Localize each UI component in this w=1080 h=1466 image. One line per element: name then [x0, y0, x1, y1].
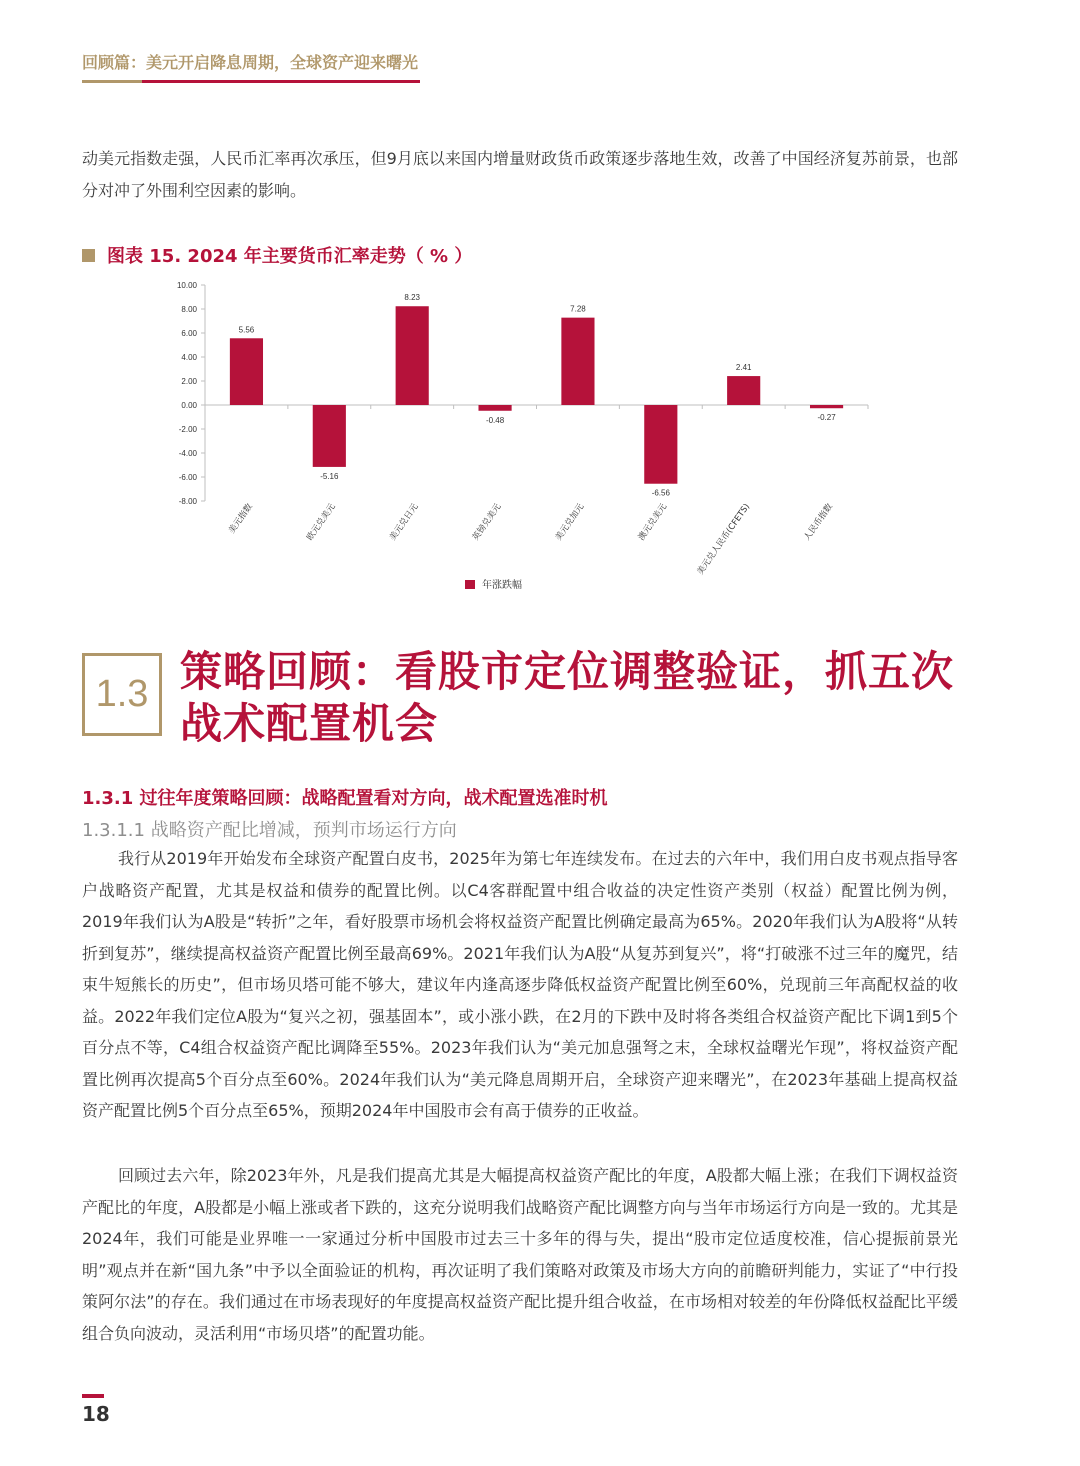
- section-number: 1.3: [95, 673, 149, 715]
- category-label: 美元指数: [227, 501, 255, 536]
- subsection-heading: 1.3.1 过往年度策略回顾：战略配置看对方向，战术配置选准时机: [82, 788, 608, 809]
- data-label: 7.28: [570, 304, 586, 314]
- legend-swatch: [465, 580, 475, 589]
- data-label: 5.56: [238, 325, 255, 335]
- bar: [230, 338, 263, 405]
- bar: [313, 405, 346, 467]
- page-number: 18: [82, 1402, 110, 1426]
- category-label: 欧元兑美元: [305, 501, 338, 543]
- header-rule-red: [142, 80, 420, 83]
- data-label: -6.56: [651, 488, 670, 498]
- bar: [727, 376, 760, 405]
- body-paragraph-2: 回顾过去六年，除2023年外，凡是我们提高尤其是大幅提高权益资产配比的年度，A股都大幅上涨；在我们下调权益资产配比的年度，A股都是小幅上涨或者下跌的，这充分说明我们战略资产配比调整方向与当年市场运行方向是一致的。尤其是2024年，我们可能是业界唯一一家通过分析中国股市过去三十多年的得与失，提出“股市定位适度校准，信心提振前景光明”观点并在新“国九条”中予以全面验证的机构，再次证明了我们策略对政策及市场大方向的前瞻研判能力，实证了“中行投策阿尔法”的存在。我们通过在市场表现好的年度提高权益资产配比提升组合收益，在市场相对较差的年份降低权益配比平缓组合负向波动，灵活利用“市场贝塔”的配置功能。: [82, 1166, 958, 1343]
- category-label: 英镑兑美元: [470, 501, 504, 543]
- y-tick-label: -6.00: [178, 473, 197, 482]
- data-label: -0.27: [817, 413, 836, 423]
- fx-bar-chart: [150, 270, 890, 600]
- bar: [561, 318, 594, 405]
- subsubsection-heading: 1.3.1.1 战略资产配比增减，预判市场运行方向: [82, 820, 457, 841]
- data-label: 8.23: [404, 293, 420, 303]
- y-tick-label: 8.00: [181, 305, 197, 314]
- bar: [478, 405, 511, 411]
- category-label: 美元兑人民币(CFETS): [695, 501, 753, 577]
- bar: [810, 405, 843, 408]
- y-tick-label: 0.00: [181, 401, 197, 410]
- y-tick-label: -8.00: [178, 497, 197, 506]
- data-label: -0.48: [485, 415, 505, 425]
- y-tick-label: 10.00: [176, 281, 197, 290]
- category-label: 美元兑日元: [388, 501, 421, 543]
- figure-title-text: 图表 15. 2024 年主要货币汇率走势（ % ）: [107, 246, 473, 267]
- figure-title: [82, 242, 472, 268]
- y-tick-label: 4.00: [181, 353, 197, 362]
- data-label: 2.41: [735, 363, 752, 373]
- section-number-box: [82, 653, 162, 736]
- legend-label: 年涨跌幅: [482, 580, 522, 591]
- category-label: 人民币指数: [802, 501, 836, 543]
- figure-marker: [82, 249, 95, 262]
- header-rule-gold: [82, 80, 142, 83]
- page-number-rule: [82, 1394, 104, 1398]
- intro-paragraph: 动美元指数走强，人民币汇率再次承压，但9月底以来国内增量财政货币政策逐步落地生效，改善了中国经济复苏前景，也部分对冲了外围利空因素的影响。: [82, 149, 958, 200]
- category-label: 澳元兑美元: [636, 501, 670, 543]
- y-tick-label: -4.00: [178, 449, 197, 458]
- section-title: 策略回顾：看股市定位调整验证，抓五次战术配置机会: [180, 647, 955, 748]
- bar: [396, 306, 429, 405]
- y-tick-label: 6.00: [181, 329, 197, 338]
- data-label: -5.16: [320, 471, 339, 481]
- running-header: 回顾篇：美元开启降息周期，全球资产迎来曙光: [82, 53, 419, 72]
- y-tick-label: -2.00: [178, 425, 197, 434]
- body-paragraph-1: 我行从2019年开始发布全球资产配置白皮书，2025年为第七年连续发布。在过去的六年中，我们用白皮书观点指导客户战略资产配置，尤其是权益和债券的配置比例。以C4客群配置中组合收益的决定性资产类别（权益）配置比例为例，2019年我们认为A股是“转折”之年，看好股票市场机会将权益资产配置比例确定最高为65%。2020年我们认为A股将“从转折到复苏”，继续提高权益资产配置比例至最高69%。2021年我们认为A股“从复苏到复兴”，将“打破涨不过三年的魔咒，结束牛短熊长的历史”，但市场贝塔可能不够大，建议年内逢高逐步降低权益资产配置比例至60%，兑现前三年高配权益的收益。2022年我们定位A股为“复兴之初，强基固本”，或小涨小跌，在2月的下跌中及时将各类组合权益资产配比下调1到5个百分点不等，C4组合权益资产配比调降至55%。2023年我们认为“美元加息强弩之末，全球权益曙光乍现”，将权益资产配置比例再次提高5个百分点至60%。2024年我们认为“美元降息周期开启，全球资产迎来曙光”，在2023年基础上提高权益资产配置比例5个百分点至65%，预期2024年中国股市会有高于债券的正收益。: [82, 849, 958, 1120]
- y-tick-label: 2.00: [181, 377, 197, 386]
- category-label: 美元兑加元: [553, 501, 587, 543]
- bar: [644, 405, 677, 484]
